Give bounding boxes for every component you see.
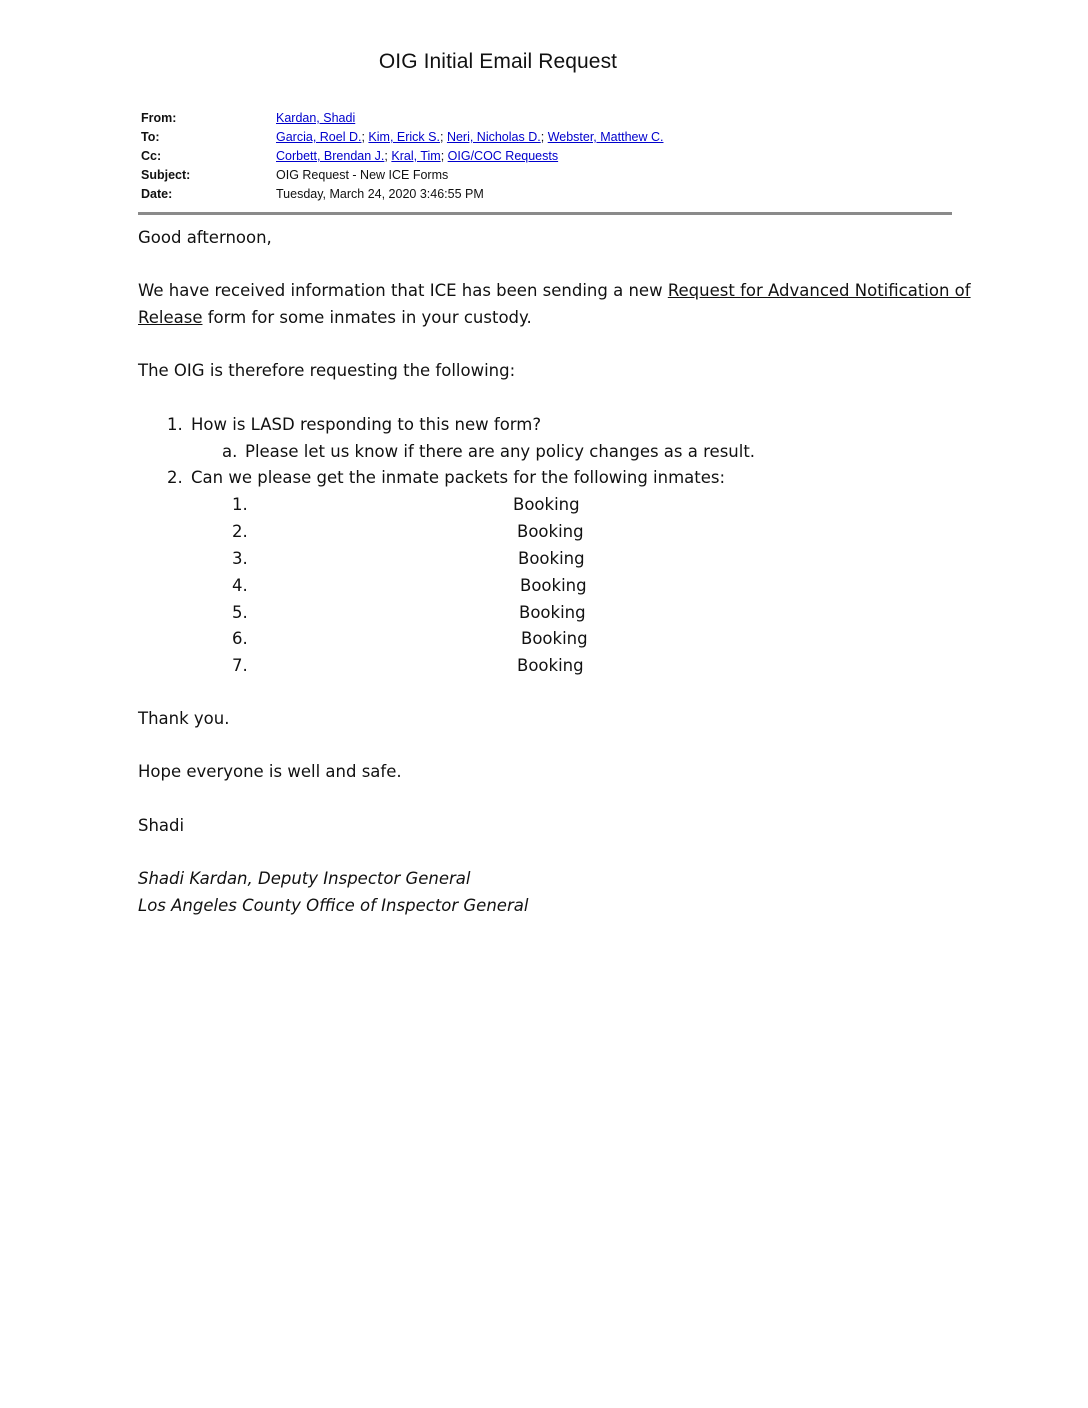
inmate-booking: Booking xyxy=(513,495,580,514)
header-divider xyxy=(138,212,952,215)
to-link[interactable]: Webster, Matthew C. xyxy=(547,130,664,144)
separator: ; xyxy=(384,149,388,163)
subject-label: Subject: xyxy=(141,168,191,182)
signature-office: Los Angeles County Office of Inspector General xyxy=(138,896,529,915)
thanks: Thank you. xyxy=(138,709,230,728)
list-item-1a: Please let us know if there are any policy changes as a result. xyxy=(245,442,756,461)
signature-name-title: Shadi Kardan, Deputy Inspector General xyxy=(138,869,471,888)
date-label: Date: xyxy=(141,187,173,201)
paragraph-2: The OIG is therefore requesting the following: xyxy=(138,361,516,380)
subject-value: OIG Request - New ICE Forms xyxy=(276,168,449,182)
form-title-cont: Release xyxy=(138,308,203,327)
separator: ; xyxy=(440,149,445,163)
paragraph-1-text: We have received information that ICE has been sending a new xyxy=(138,281,663,300)
paragraph-1-line-2 xyxy=(138,308,532,327)
inmate-number: 4. xyxy=(232,576,248,595)
list-item-1a-letter: a. xyxy=(222,442,238,461)
separator: ; xyxy=(540,130,545,144)
cc-link[interactable]: Kral, Tim xyxy=(391,149,441,163)
separator: ; xyxy=(439,130,444,144)
from-link[interactable]: Kardan, Shadi xyxy=(276,111,356,125)
to-link[interactable]: Neri, Nicholas D. xyxy=(446,130,541,144)
inmate-number: 3. xyxy=(232,549,248,568)
separator: ; xyxy=(361,130,365,144)
inmate-booking: Booking xyxy=(519,603,586,622)
list-item-1-number: 1. xyxy=(167,415,183,434)
inmate-booking: Booking xyxy=(517,522,584,541)
inmate-number: 7. xyxy=(232,656,248,675)
date-value: Tuesday, March 24, 2020 3:46:55 PM xyxy=(276,187,484,201)
cc-label: Cc: xyxy=(141,149,162,163)
list-item-2-number: 2. xyxy=(167,468,183,487)
to-value xyxy=(276,128,663,147)
inmate-number: 5. xyxy=(232,603,248,622)
list-item-1: How is LASD responding to this new form? xyxy=(191,415,542,434)
to-link[interactable]: Kim, Erick S. xyxy=(368,130,440,144)
well-wishes: Hope everyone is well and safe. xyxy=(138,762,402,781)
signoff: Shadi xyxy=(138,816,185,835)
paragraph-1-text-cont: form for some inmates in your custody. xyxy=(207,308,532,327)
greeting: Good afternoon, xyxy=(138,228,272,247)
page-title: OIG Initial Email Request xyxy=(378,50,618,73)
inmate-number: 1. xyxy=(232,495,248,514)
inmate-number: 6. xyxy=(232,629,248,648)
to-label: To: xyxy=(141,130,160,144)
cc-link[interactable]: Corbett, Brendan J. xyxy=(276,149,385,163)
cc-value xyxy=(276,147,558,166)
from-value xyxy=(276,109,355,128)
form-title: Request for Advanced Notification of xyxy=(667,281,971,300)
inmate-booking: Booking xyxy=(517,656,584,675)
inmate-booking: Booking xyxy=(518,549,585,568)
inmate-booking: Booking xyxy=(520,576,587,595)
to-link[interactable]: Garcia, Roel D. xyxy=(276,130,362,144)
inmate-booking: Booking xyxy=(521,629,588,648)
paragraph-1-line-1 xyxy=(138,281,971,300)
list-item-2: Can we please get the inmate packets for the following inmates: xyxy=(191,468,726,487)
cc-link[interactable]: OIG/COC Requests xyxy=(447,149,559,163)
from-label: From: xyxy=(141,111,177,125)
inmate-number: 2. xyxy=(232,522,248,541)
